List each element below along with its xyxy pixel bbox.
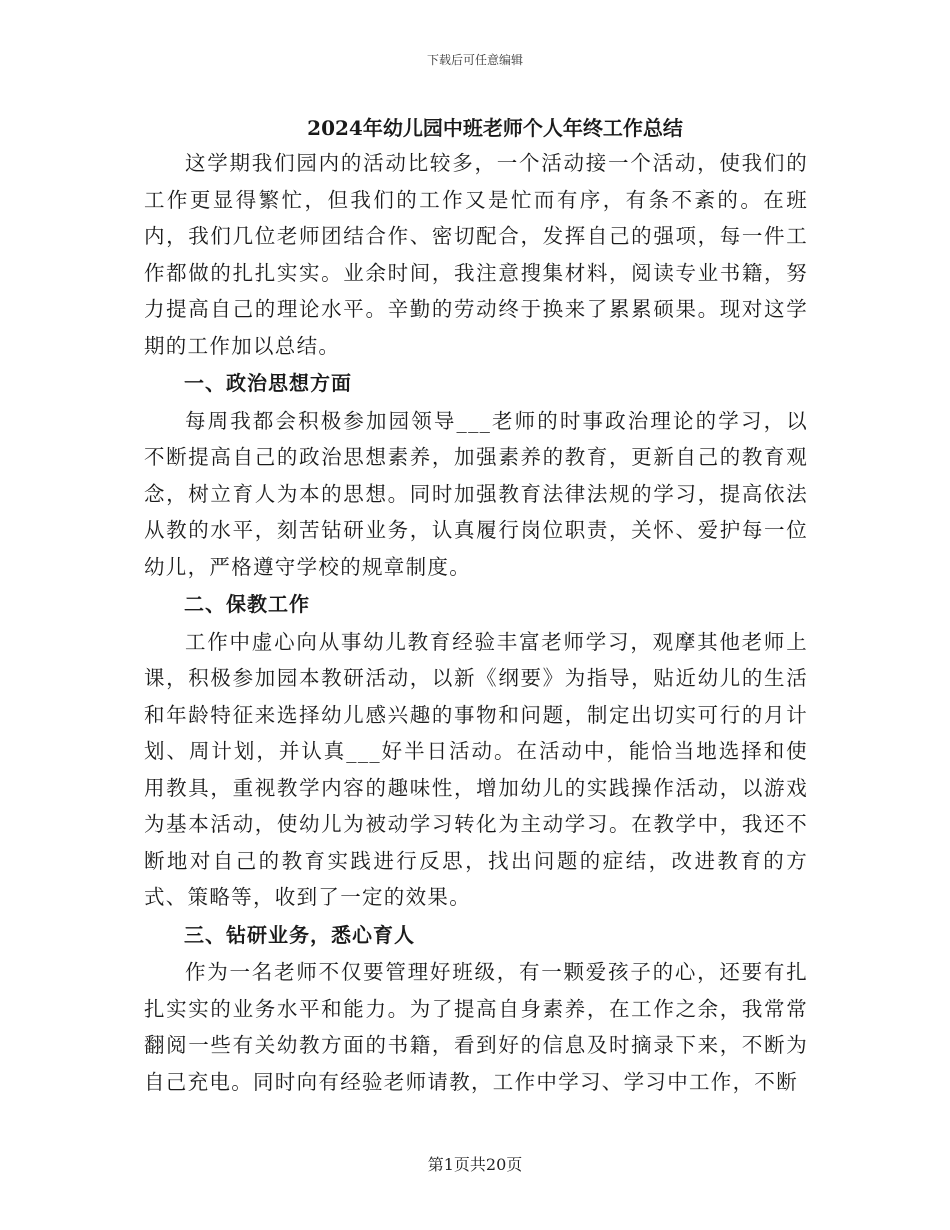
page-header-note: 下载后可任意编辑	[426, 53, 523, 67]
intro-paragraph: 这学期我们园内的活动比较多，一个活动接一个活动，使我们的工作更显得繁忙，但我们的工作又是忙而有序，有条不紊的。在班内，我们几位老师团结合作、密切配合，发挥自己的强项，每一件工作都做的扎扎实实。业余时间，我注意搜集材料，阅读专业书籍，努力提高自己的理论水平。辛勤的劳动终于换来了累累硕果。现对这学期的工作加以总结。	[144, 151, 808, 358]
section-text-teaching: 工作中虚心向从事幼儿教育经验丰富老师学习，观摩其他老师上课，积极参加园本教研活动，以新《纲要》为指导，贴近幼儿的生活和年龄特征来选择幼儿感兴趣的事物和问题，制定出切实可行的月计划、周计划，并认真___好半日活动。在活动中，能恰当地选择和使用教具，重视教学内容的趣味性，增加幼儿的实践操作活动，以游戏为基本活动，使幼儿为被动学习转化为主动学习。在教学中，我还不断地对自己的教育实践进行反思，找出问题的症结，改进教育的方式、策略等，收到了一定的效果。	[144, 629, 808, 909]
document-title: 2024年幼儿园中班老师个人年终工作总结	[307, 116, 683, 140]
page-number: 第1页共20页	[427, 1155, 523, 1174]
section-heading-research: 三、钻研业务，悉心育人	[184, 922, 415, 947]
section-heading-politics: 一、政治思想方面	[184, 371, 352, 395]
document-body	[144, 145, 808, 1100]
section-text-politics: 每周我都会积极参加园领导___老师的时事政治理论的学习，以不断提高自己的政治思想素养，加强素养的教育，更新自己的教育观念，树立育人为本的思想。同时加强教育法律法规的学习，提高依法从教的水平，刻苦钻研业务，认真履行岗位职责，关怀、爱护每一位幼儿，严格遵守学校的规章制度。	[144, 408, 808, 579]
section-text-research: 作为一名老师不仅要管理好班级，有一颗爱孩子的心，还要有扎扎实实的业务水平和能力。为了提高自身素养，在工作之余，我常常翻阅一些有关幼教方面的书籍，看到好的信息及时摘录下来，不断为自己充电。同时向有经验老师请教，工作中学习、学习中工作，不断	[144, 960, 808, 1094]
section-heading-teaching: 二、保教工作	[184, 592, 310, 616]
